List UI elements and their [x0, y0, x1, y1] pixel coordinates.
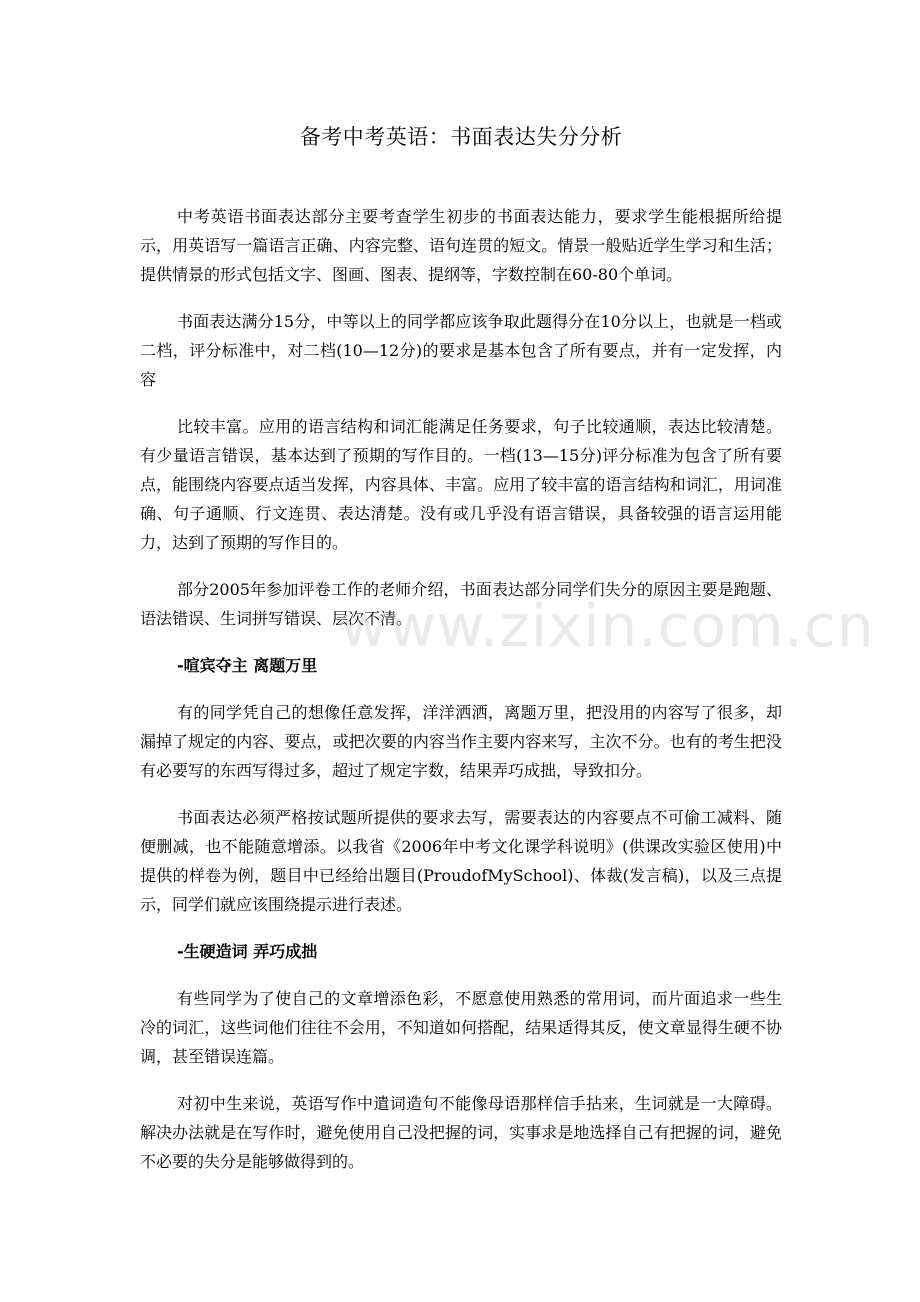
paragraph: 有些同学为了使自己的文章增添色彩，不愿意使用熟悉的常用词，而片面追求一些生冷的词汇，这些词他们往往不会用，不知道如何搭配，结果适得其反，使文章显得生硬不协调，甚至错误连篇。 — [140, 989, 782, 1066]
paragraph: 有的同学凭自己的想像任意发挥，洋洋洒洒，离题万里，把没用的内容写了很多，却漏掉了规定的内容、要点，或把次要的内容当作主要内容来写，主次不分。也有的考生把没有必要写的东西写得过多，超过了规定字数，结果弄巧成拙，导致扣分。 — [140, 703, 782, 780]
paragraph: 对初中生来说，英语写作中遣词造句不能像母语那样信手拈来，生词就是一大障碍。解决办法就是在写作时，避免使用自己没把握的词，实事求是地选择自己有把握的词，避免不必要的失分是能够做得到的。 — [140, 1094, 782, 1171]
document-page — [140, 0, 782, 1194]
document-title: 备考中考英语：书面表达失分分析 — [299, 125, 623, 149]
document-body — [140, 202, 782, 1176]
paragraph: 部分2005年参加评卷工作的老师介绍，书面表达部分同学们失分的原因主要是跑题、语法错误、生词拼写错误、层次不清。 — [140, 580, 782, 628]
section-heading: -生硬造词 弄巧成拙 — [177, 942, 318, 961]
watermark: www.zixin.com.cn — [340, 592, 875, 660]
paragraph: 书面表达满分15分，中等以上的同学都应该争取此题得分在10分以上，也就是一档或二档，评分标准中，对二档(10—12分)的要求是基本包含了所有要点，并有一定发挥，内容 — [140, 312, 782, 389]
paragraph: 中考英语书面表达部分主要考查学生初步的书面表达能力，要求学生能根据所给提示，用英语写一篇语言正确、内容完整、语句连贯的短文。情景一般贴近学生学习和生活；提供情景的形式包括文字、图画、图表、提纲等，字数控制在60-80个单词。 — [140, 207, 782, 284]
paragraph: 比较丰富。应用的语言结构和词汇能满足任务要求，句子比较通顺，表达比较清楚。有少量语言错误，基本达到了预期的写作目的。一档(13—15分)评分标准为包含了所有要点，能围绕内容要点适当发挥，内容具体、丰富。应用了较丰富的语言结构和词汇，用词准确、句子通顺、行文连贯、表达清楚。没有或几乎没有语言错误，具备较强的语言运用能力，达到了预期的写作目的。 — [140, 417, 782, 552]
section-heading: -喧宾夺主 离题万里 — [177, 656, 318, 675]
paragraph: 书面表达必须严格按试题所提供的要求去写，需要表达的内容要点不可偷工减料、随便删减，也不能随意增添。以我省《2006年中考文化课学科说明》(供课改实验区使用)中提供的样卷为例，题目中已经给出题目(ProudofMySchool)、体裁(发言稿)，以及三点提示，同学们就应该围绕提示进行表述。 — [140, 808, 782, 914]
